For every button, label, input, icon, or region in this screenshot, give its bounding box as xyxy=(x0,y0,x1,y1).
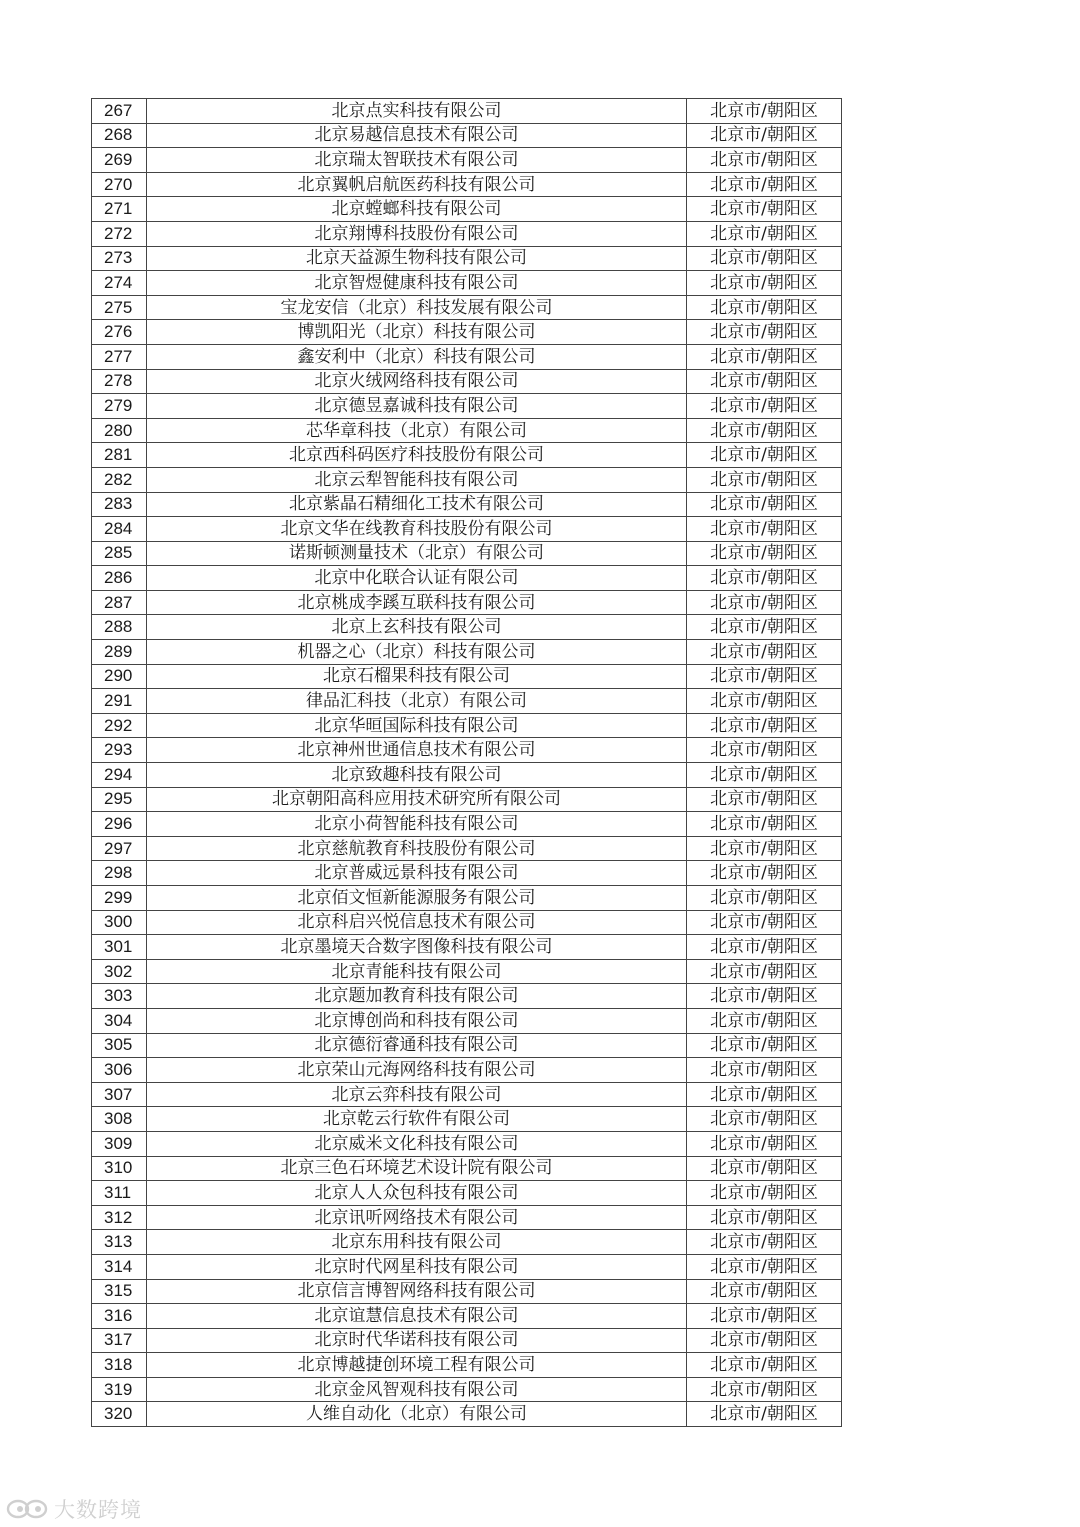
row-number-cell: 284 xyxy=(92,517,147,542)
table-row xyxy=(92,1279,842,1304)
row-number-cell: 294 xyxy=(92,763,147,788)
region-cell: 北京市/朝阳区 xyxy=(687,1254,842,1279)
region-cell: 北京市/朝阳区 xyxy=(687,123,842,148)
table-row xyxy=(92,148,842,173)
eye-logo-icon xyxy=(6,1497,50,1521)
table-row xyxy=(92,467,842,492)
company-name-cell: 北京智煜健康科技有限公司 xyxy=(147,271,687,296)
row-number-cell: 293 xyxy=(92,738,147,763)
row-number-cell: 320 xyxy=(92,1402,147,1427)
row-number-cell: 311 xyxy=(92,1181,147,1206)
company-name-cell: 北京火绒网络科技有限公司 xyxy=(147,369,687,394)
company-name-cell: 北京时代网星科技有限公司 xyxy=(147,1254,687,1279)
company-name-cell: 北京中化联合认证有限公司 xyxy=(147,566,687,591)
row-number-cell: 305 xyxy=(92,1033,147,1058)
row-number-cell: 316 xyxy=(92,1304,147,1329)
row-number-cell: 313 xyxy=(92,1230,147,1255)
company-name-cell: 北京文华在线教育科技股份有限公司 xyxy=(147,517,687,542)
company-name-cell: 北京青能科技有限公司 xyxy=(147,959,687,984)
table-row xyxy=(92,1058,842,1083)
company-name-cell: 北京墨境天合数字图像科技有限公司 xyxy=(147,935,687,960)
table-row xyxy=(92,1181,842,1206)
table-row xyxy=(92,1008,842,1033)
table-row xyxy=(92,320,842,345)
table-row xyxy=(92,1033,842,1058)
table-row xyxy=(92,197,842,222)
region-cell: 北京市/朝阳区 xyxy=(687,1230,842,1255)
company-name-cell: 北京华晅国际科技有限公司 xyxy=(147,713,687,738)
region-cell: 北京市/朝阳区 xyxy=(687,1304,842,1329)
table-row xyxy=(92,1402,842,1427)
table-row xyxy=(92,910,842,935)
table-row xyxy=(92,246,842,271)
table-row xyxy=(92,787,842,812)
region-cell: 北京市/朝阳区 xyxy=(687,1353,842,1378)
company-name-cell: 北京德衍睿通科技有限公司 xyxy=(147,1033,687,1058)
region-cell: 北京市/朝阳区 xyxy=(687,443,842,468)
row-number-cell: 315 xyxy=(92,1279,147,1304)
row-number-cell: 286 xyxy=(92,566,147,591)
table-row xyxy=(92,1205,842,1230)
company-name-cell: 北京科启兴悦信息技术有限公司 xyxy=(147,910,687,935)
row-number-cell: 303 xyxy=(92,984,147,1009)
company-name-cell: 北京易越信息技术有限公司 xyxy=(147,123,687,148)
region-cell: 北京市/朝阳区 xyxy=(687,1082,842,1107)
region-cell: 北京市/朝阳区 xyxy=(687,640,842,665)
company-name-cell: 北京东用科技有限公司 xyxy=(147,1230,687,1255)
region-cell: 北京市/朝阳区 xyxy=(687,148,842,173)
table-row xyxy=(92,517,842,542)
company-name-cell: 鑫安利中（北京）科技有限公司 xyxy=(147,344,687,369)
row-number-cell: 307 xyxy=(92,1082,147,1107)
row-number-cell: 319 xyxy=(92,1377,147,1402)
company-name-cell: 北京紫晶石精细化工技术有限公司 xyxy=(147,492,687,517)
region-cell: 北京市/朝阳区 xyxy=(687,935,842,960)
watermark xyxy=(6,1494,142,1524)
company-name-cell: 北京荣山元海网络科技有限公司 xyxy=(147,1058,687,1083)
table-row xyxy=(92,590,842,615)
region-cell: 北京市/朝阳区 xyxy=(687,763,842,788)
row-number-cell: 314 xyxy=(92,1254,147,1279)
company-name-cell: 北京金风智观科技有限公司 xyxy=(147,1377,687,1402)
company-name-cell: 北京三色石环境艺术设计院有限公司 xyxy=(147,1156,687,1181)
row-number-cell: 269 xyxy=(92,148,147,173)
region-cell: 北京市/朝阳区 xyxy=(687,1058,842,1083)
company-name-cell: 芯华章科技（北京）有限公司 xyxy=(147,418,687,443)
table-row xyxy=(92,1377,842,1402)
company-name-cell: 北京上玄科技有限公司 xyxy=(147,615,687,640)
region-cell: 北京市/朝阳区 xyxy=(687,1181,842,1206)
region-cell: 北京市/朝阳区 xyxy=(687,1328,842,1353)
row-number-cell: 283 xyxy=(92,492,147,517)
row-number-cell: 310 xyxy=(92,1156,147,1181)
table-row xyxy=(92,172,842,197)
region-cell: 北京市/朝阳区 xyxy=(687,590,842,615)
company-name-cell: 宝龙安信（北京）科技发展有限公司 xyxy=(147,295,687,320)
table-row xyxy=(92,640,842,665)
row-number-cell: 272 xyxy=(92,221,147,246)
table-row xyxy=(92,1156,842,1181)
row-number-cell: 304 xyxy=(92,1008,147,1033)
row-number-cell: 278 xyxy=(92,369,147,394)
region-cell: 北京市/朝阳区 xyxy=(687,1402,842,1427)
company-name-cell: 北京谊慧信息技术有限公司 xyxy=(147,1304,687,1329)
row-number-cell: 291 xyxy=(92,689,147,714)
region-cell: 北京市/朝阳区 xyxy=(687,861,842,886)
row-number-cell: 306 xyxy=(92,1058,147,1083)
table-row xyxy=(92,418,842,443)
company-name-cell: 北京石榴果科技有限公司 xyxy=(147,664,687,689)
row-number-cell: 287 xyxy=(92,590,147,615)
row-number-cell: 277 xyxy=(92,344,147,369)
company-name-cell: 北京讯听网络技术有限公司 xyxy=(147,1205,687,1230)
table-row xyxy=(92,763,842,788)
row-number-cell: 268 xyxy=(92,123,147,148)
company-name-cell: 北京云弈科技有限公司 xyxy=(147,1082,687,1107)
company-name-cell: 机器之心（北京）科技有限公司 xyxy=(147,640,687,665)
region-cell: 北京市/朝阳区 xyxy=(687,541,842,566)
region-cell: 北京市/朝阳区 xyxy=(687,836,842,861)
company-name-cell: 人维自动化（北京）有限公司 xyxy=(147,1402,687,1427)
row-number-cell: 280 xyxy=(92,418,147,443)
table-row xyxy=(92,836,842,861)
company-name-cell: 北京点实科技有限公司 xyxy=(147,99,687,124)
table-row xyxy=(92,344,842,369)
table-row xyxy=(92,123,842,148)
row-number-cell: 302 xyxy=(92,959,147,984)
region-cell: 北京市/朝阳区 xyxy=(687,787,842,812)
row-number-cell: 300 xyxy=(92,910,147,935)
company-name-cell: 北京朝阳高科应用技术研究所有限公司 xyxy=(147,787,687,812)
company-name-cell: 北京螳螂科技有限公司 xyxy=(147,197,687,222)
table-row xyxy=(92,935,842,960)
table-row xyxy=(92,1230,842,1255)
row-number-cell: 292 xyxy=(92,713,147,738)
row-number-cell: 299 xyxy=(92,886,147,911)
row-number-cell: 282 xyxy=(92,467,147,492)
region-cell: 北京市/朝阳区 xyxy=(687,344,842,369)
table-row xyxy=(92,959,842,984)
region-cell: 北京市/朝阳区 xyxy=(687,492,842,517)
company-name-cell: 北京题加教育科技有限公司 xyxy=(147,984,687,1009)
region-cell: 北京市/朝阳区 xyxy=(687,418,842,443)
table-row xyxy=(92,738,842,763)
table-row xyxy=(92,566,842,591)
region-cell: 北京市/朝阳区 xyxy=(687,1008,842,1033)
company-name-cell: 北京乾云行软件有限公司 xyxy=(147,1107,687,1132)
region-cell: 北京市/朝阳区 xyxy=(687,566,842,591)
company-name-cell: 北京博越捷创环境工程有限公司 xyxy=(147,1353,687,1378)
company-name-cell: 北京博创尚和科技有限公司 xyxy=(147,1008,687,1033)
region-cell: 北京市/朝阳区 xyxy=(687,221,842,246)
row-number-cell: 318 xyxy=(92,1353,147,1378)
table-row xyxy=(92,1131,842,1156)
row-number-cell: 309 xyxy=(92,1131,147,1156)
table-row xyxy=(92,984,842,1009)
company-name-cell: 北京普威远景科技有限公司 xyxy=(147,861,687,886)
row-number-cell: 270 xyxy=(92,172,147,197)
region-cell: 北京市/朝阳区 xyxy=(687,271,842,296)
region-cell: 北京市/朝阳区 xyxy=(687,689,842,714)
region-cell: 北京市/朝阳区 xyxy=(687,369,842,394)
region-cell: 北京市/朝阳区 xyxy=(687,1033,842,1058)
row-number-cell: 267 xyxy=(92,99,147,124)
table-row xyxy=(92,221,842,246)
company-name-cell: 北京致趣科技有限公司 xyxy=(147,763,687,788)
company-name-cell: 北京慈航教育科技股份有限公司 xyxy=(147,836,687,861)
row-number-cell: 308 xyxy=(92,1107,147,1132)
row-number-cell: 273 xyxy=(92,246,147,271)
table-row xyxy=(92,1328,842,1353)
row-number-cell: 279 xyxy=(92,394,147,419)
region-cell: 北京市/朝阳区 xyxy=(687,197,842,222)
company-name-cell: 北京佰文恒新能源服务有限公司 xyxy=(147,886,687,911)
region-cell: 北京市/朝阳区 xyxy=(687,984,842,1009)
table-row xyxy=(92,271,842,296)
row-number-cell: 285 xyxy=(92,541,147,566)
region-cell: 北京市/朝阳区 xyxy=(687,1156,842,1181)
row-number-cell: 281 xyxy=(92,443,147,468)
table-row xyxy=(92,369,842,394)
row-number-cell: 317 xyxy=(92,1328,147,1353)
table-row xyxy=(92,295,842,320)
region-cell: 北京市/朝阳区 xyxy=(687,959,842,984)
region-cell: 北京市/朝阳区 xyxy=(687,320,842,345)
table-row xyxy=(92,664,842,689)
table-row xyxy=(92,861,842,886)
row-number-cell: 296 xyxy=(92,812,147,837)
company-name-cell: 北京翼帆启航医药科技有限公司 xyxy=(147,172,687,197)
company-name-cell: 律品汇科技（北京）有限公司 xyxy=(147,689,687,714)
company-name-cell: 北京翔博科技股份有限公司 xyxy=(147,221,687,246)
company-name-cell: 北京天益源生物科技有限公司 xyxy=(147,246,687,271)
table-row xyxy=(92,492,842,517)
region-cell: 北京市/朝阳区 xyxy=(687,172,842,197)
region-cell: 北京市/朝阳区 xyxy=(687,517,842,542)
table-row xyxy=(92,443,842,468)
row-number-cell: 289 xyxy=(92,640,147,665)
region-cell: 北京市/朝阳区 xyxy=(687,664,842,689)
table-row xyxy=(92,615,842,640)
row-number-cell: 312 xyxy=(92,1205,147,1230)
region-cell: 北京市/朝阳区 xyxy=(687,394,842,419)
table-row xyxy=(92,541,842,566)
company-name-cell: 北京云犁智能科技有限公司 xyxy=(147,467,687,492)
region-cell: 北京市/朝阳区 xyxy=(687,467,842,492)
company-name-cell: 博凯阳光（北京）科技有限公司 xyxy=(147,320,687,345)
row-number-cell: 288 xyxy=(92,615,147,640)
company-name-cell: 诺斯顿测量技术（北京）有限公司 xyxy=(147,541,687,566)
region-cell: 北京市/朝阳区 xyxy=(687,886,842,911)
table-row xyxy=(92,394,842,419)
row-number-cell: 297 xyxy=(92,836,147,861)
table-row xyxy=(92,1353,842,1378)
table-row xyxy=(92,713,842,738)
region-cell: 北京市/朝阳区 xyxy=(687,246,842,271)
table-row xyxy=(92,99,842,124)
region-cell: 北京市/朝阳区 xyxy=(687,910,842,935)
region-cell: 北京市/朝阳区 xyxy=(687,1107,842,1132)
company-name-cell: 北京德昱嘉诚科技有限公司 xyxy=(147,394,687,419)
region-cell: 北京市/朝阳区 xyxy=(687,295,842,320)
row-number-cell: 301 xyxy=(92,935,147,960)
row-number-cell: 275 xyxy=(92,295,147,320)
company-list-table xyxy=(91,98,842,1427)
region-cell: 北京市/朝阳区 xyxy=(687,1131,842,1156)
region-cell: 北京市/朝阳区 xyxy=(687,99,842,124)
region-cell: 北京市/朝阳区 xyxy=(687,1205,842,1230)
company-name-cell: 北京桃成李蹊互联科技有限公司 xyxy=(147,590,687,615)
table-row xyxy=(92,689,842,714)
table-row xyxy=(92,1082,842,1107)
company-name-cell: 北京威米文化科技有限公司 xyxy=(147,1131,687,1156)
table-row xyxy=(92,812,842,837)
region-cell: 北京市/朝阳区 xyxy=(687,1279,842,1304)
company-name-cell: 北京西科码医疗科技股份有限公司 xyxy=(147,443,687,468)
row-number-cell: 274 xyxy=(92,271,147,296)
row-number-cell: 298 xyxy=(92,861,147,886)
region-cell: 北京市/朝阳区 xyxy=(687,738,842,763)
company-name-cell: 北京小荷智能科技有限公司 xyxy=(147,812,687,837)
row-number-cell: 271 xyxy=(92,197,147,222)
region-cell: 北京市/朝阳区 xyxy=(687,713,842,738)
company-name-cell: 北京瑞太智联技术有限公司 xyxy=(147,148,687,173)
region-cell: 北京市/朝阳区 xyxy=(687,812,842,837)
row-number-cell: 290 xyxy=(92,664,147,689)
table-row xyxy=(92,1304,842,1329)
table-row xyxy=(92,1254,842,1279)
row-number-cell: 295 xyxy=(92,787,147,812)
company-name-cell: 北京人人众包科技有限公司 xyxy=(147,1181,687,1206)
region-cell: 北京市/朝阳区 xyxy=(687,615,842,640)
company-name-cell: 北京信言博智网络科技有限公司 xyxy=(147,1279,687,1304)
watermark-text: 大数跨境 xyxy=(54,1498,142,1522)
table-row xyxy=(92,886,842,911)
table-body xyxy=(92,99,842,1427)
company-name-cell: 北京时代华诺科技有限公司 xyxy=(147,1328,687,1353)
table-row xyxy=(92,1107,842,1132)
company-name-cell: 北京神州世通信息技术有限公司 xyxy=(147,738,687,763)
region-cell: 北京市/朝阳区 xyxy=(687,1377,842,1402)
row-number-cell: 276 xyxy=(92,320,147,345)
